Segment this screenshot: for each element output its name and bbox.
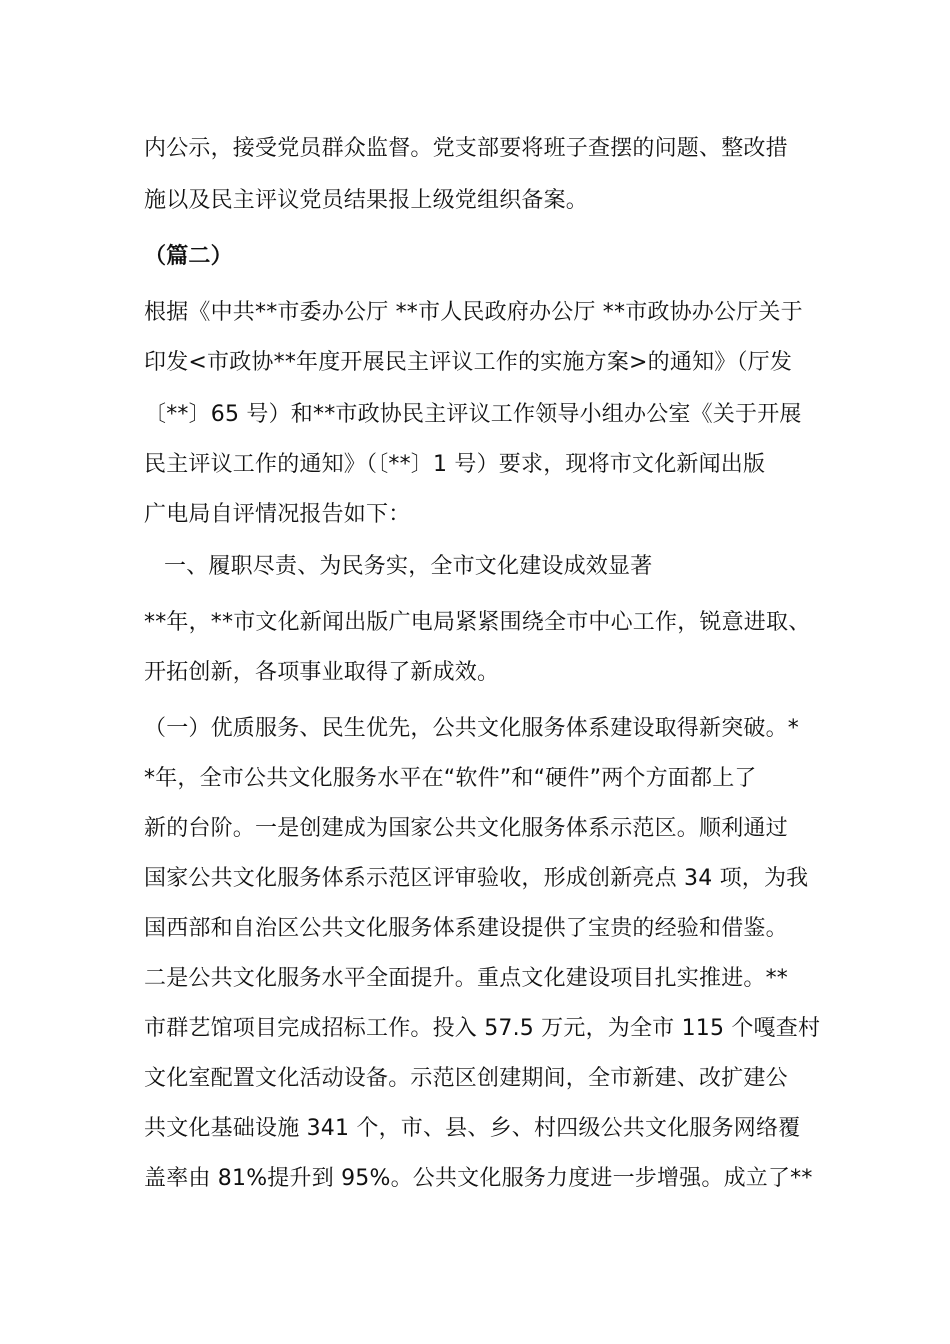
section-heading: （篇二） [144, 244, 233, 269]
text-line: 施以及民主评议党员结果报上级党组织备案。 [144, 188, 589, 213]
subsection-heading: 一、履职尽责、为民务实，全市文化建设成效显著 [164, 554, 653, 579]
text-line: 广电局自评情况报告如下： [144, 502, 411, 527]
text-line: 国西部和自治区公共文化服务体系建设提供了宝贵的经验和借鉴。 [144, 916, 788, 941]
text-line: （一）优质服务、民生优先，公共文化服务体系建设取得新突破。* [144, 716, 800, 741]
text-line: *年，全市公共文化服务水平在“软件”和“硬件”两个方面都上了 [144, 766, 757, 791]
text-line: 开拓创新，各项事业取得了新成效。 [144, 660, 500, 685]
text-line: 文化室配置文化活动设备。示范区创建期间，全市新建、改扩建公 [144, 1066, 788, 1091]
text-line: 共文化基础设施 341 个，市、县、乡、村四级公共文化服务网络覆 [144, 1116, 801, 1141]
text-line: **年，**市文化新闻出版广电局紧紧围绕全市中心工作，锐意进取、 [144, 610, 811, 635]
text-line: 根据《中共**市委办公厅 **市人民政府办公厅 **市政协办公厅关于 [144, 300, 803, 325]
text-line: 〔**〕65 号）和**市政协民主评议工作领导小组办公室《关于开展 [144, 402, 802, 427]
text-line: 新的台阶。一是创建成为国家公共文化服务体系示范区。顺利通过 [144, 816, 788, 841]
text-line: 民主评议工作的通知》（〔**〕1 号）要求，现将市文化新闻出版 [144, 452, 766, 477]
text-line: 盖率由 81%提升到 95%。公共文化服务力度进一步增强。成立了** [144, 1166, 813, 1191]
text-line: 国家公共文化服务体系示范区评审验收，形成创新亮点 34 项，为我 [144, 866, 809, 891]
text-line: 二是公共文化服务水平全面提升。重点文化建设项目扎实推进。** [144, 966, 789, 991]
text-line: 内公示，接受党员群众监督。党支部要将班子查摆的问题、整改措 [144, 136, 788, 161]
text-line: 印发<市政协**年度开展民主评议工作的实施方案>的通知》（厅发 [144, 350, 793, 375]
text-line: 市群艺馆项目完成招标工作。投入 57.5 万元，为全市 115 个嘎查村 [144, 1016, 821, 1041]
